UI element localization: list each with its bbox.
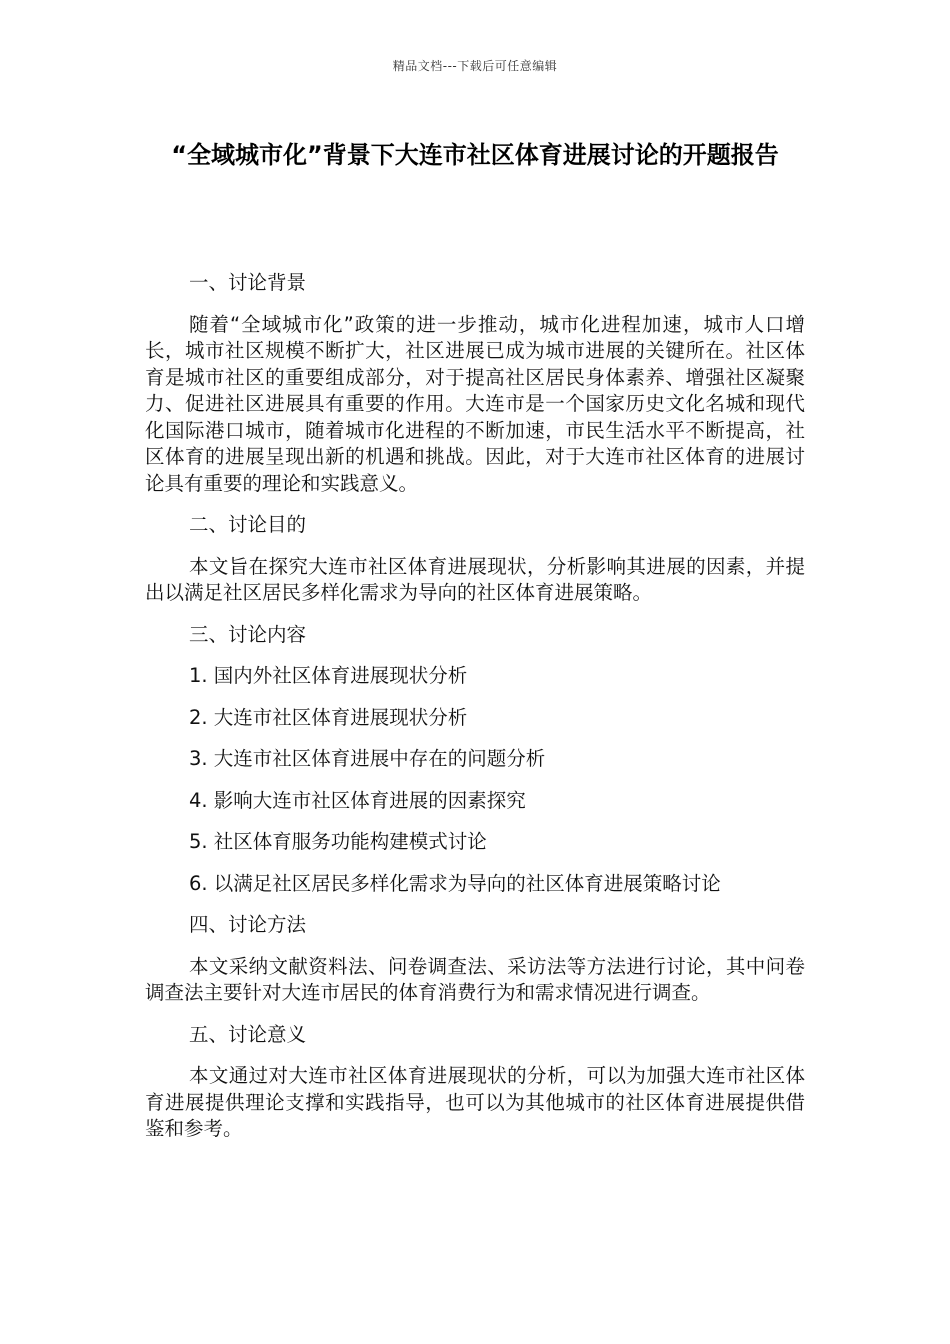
paragraph-purpose: 本文旨在探究大连市社区体育进展现状，分析影响其进展的因素，并提出以满足社区居民多样化需求为导向的社区体育进展策略。 bbox=[145, 554, 805, 604]
document-title: “全域城市化”背景下大连市社区体育进展讨论的开题报告 bbox=[171, 141, 779, 169]
page-header: 精品文档---下载后可任意编辑 bbox=[392, 59, 558, 73]
paragraph-significance: 本文通过对大连市社区体育进展现状的分析，可以为加强大连市社区体育进展提供理论支撑和实践指导，也可以为其他城市的社区体育进展提供借鉴和参考。 bbox=[145, 1064, 805, 1140]
section-heading-background: 一、讨论背景 bbox=[189, 271, 307, 294]
list-item: 1. 国内外社区体育进展现状分析 bbox=[189, 664, 468, 687]
list-item: 6. 以满足社区居民多样化需求为导向的社区体育进展策略讨论 bbox=[189, 871, 721, 895]
document-body bbox=[145, 270, 805, 1158]
section-heading-purpose: 二、讨论目的 bbox=[189, 513, 307, 536]
section-heading-content: 三、讨论内容 bbox=[189, 622, 307, 646]
list-item: 3. 大连市社区体育进展中存在的问题分析 bbox=[189, 747, 546, 770]
section-heading-method: 四、讨论方法 bbox=[189, 913, 307, 936]
paragraph-method: 本文采纳文献资料法、问卷调查法、采访法等方法进行讨论，其中问卷调查法主要针对大连市居民的体育消费行为和需求情况进行调查。 bbox=[145, 954, 805, 1004]
paragraph-background: 随着“全域城市化”政策的进一步推动，城市化进程加速，城市人口增长，城市社区规模不断扩大，社区进展已成为城市进展的关键所在。社区体育是城市社区的重要组成部分，对于提高社区居民身体素养、增强社区凝聚力、促进社区进展具有重要的作用。大连市是一个国家历史文化名城和现代化国际港口城市，随着城市化进程的不断加速，市民生活水平不断提高，社区体育的进展呈现出新的机遇和挑战。因此，对于大连市社区体育的进展讨论具有重要的理论和实践意义。 bbox=[145, 312, 805, 495]
list-item: 2. 大连市社区体育进展现状分析 bbox=[189, 705, 468, 729]
section-heading-significance: 五、讨论意义 bbox=[189, 1022, 307, 1046]
list-item: 4. 影响大连市社区体育进展的因素探究 bbox=[189, 788, 526, 812]
list-item: 5. 社区体育服务功能构建模式讨论 bbox=[189, 830, 487, 853]
